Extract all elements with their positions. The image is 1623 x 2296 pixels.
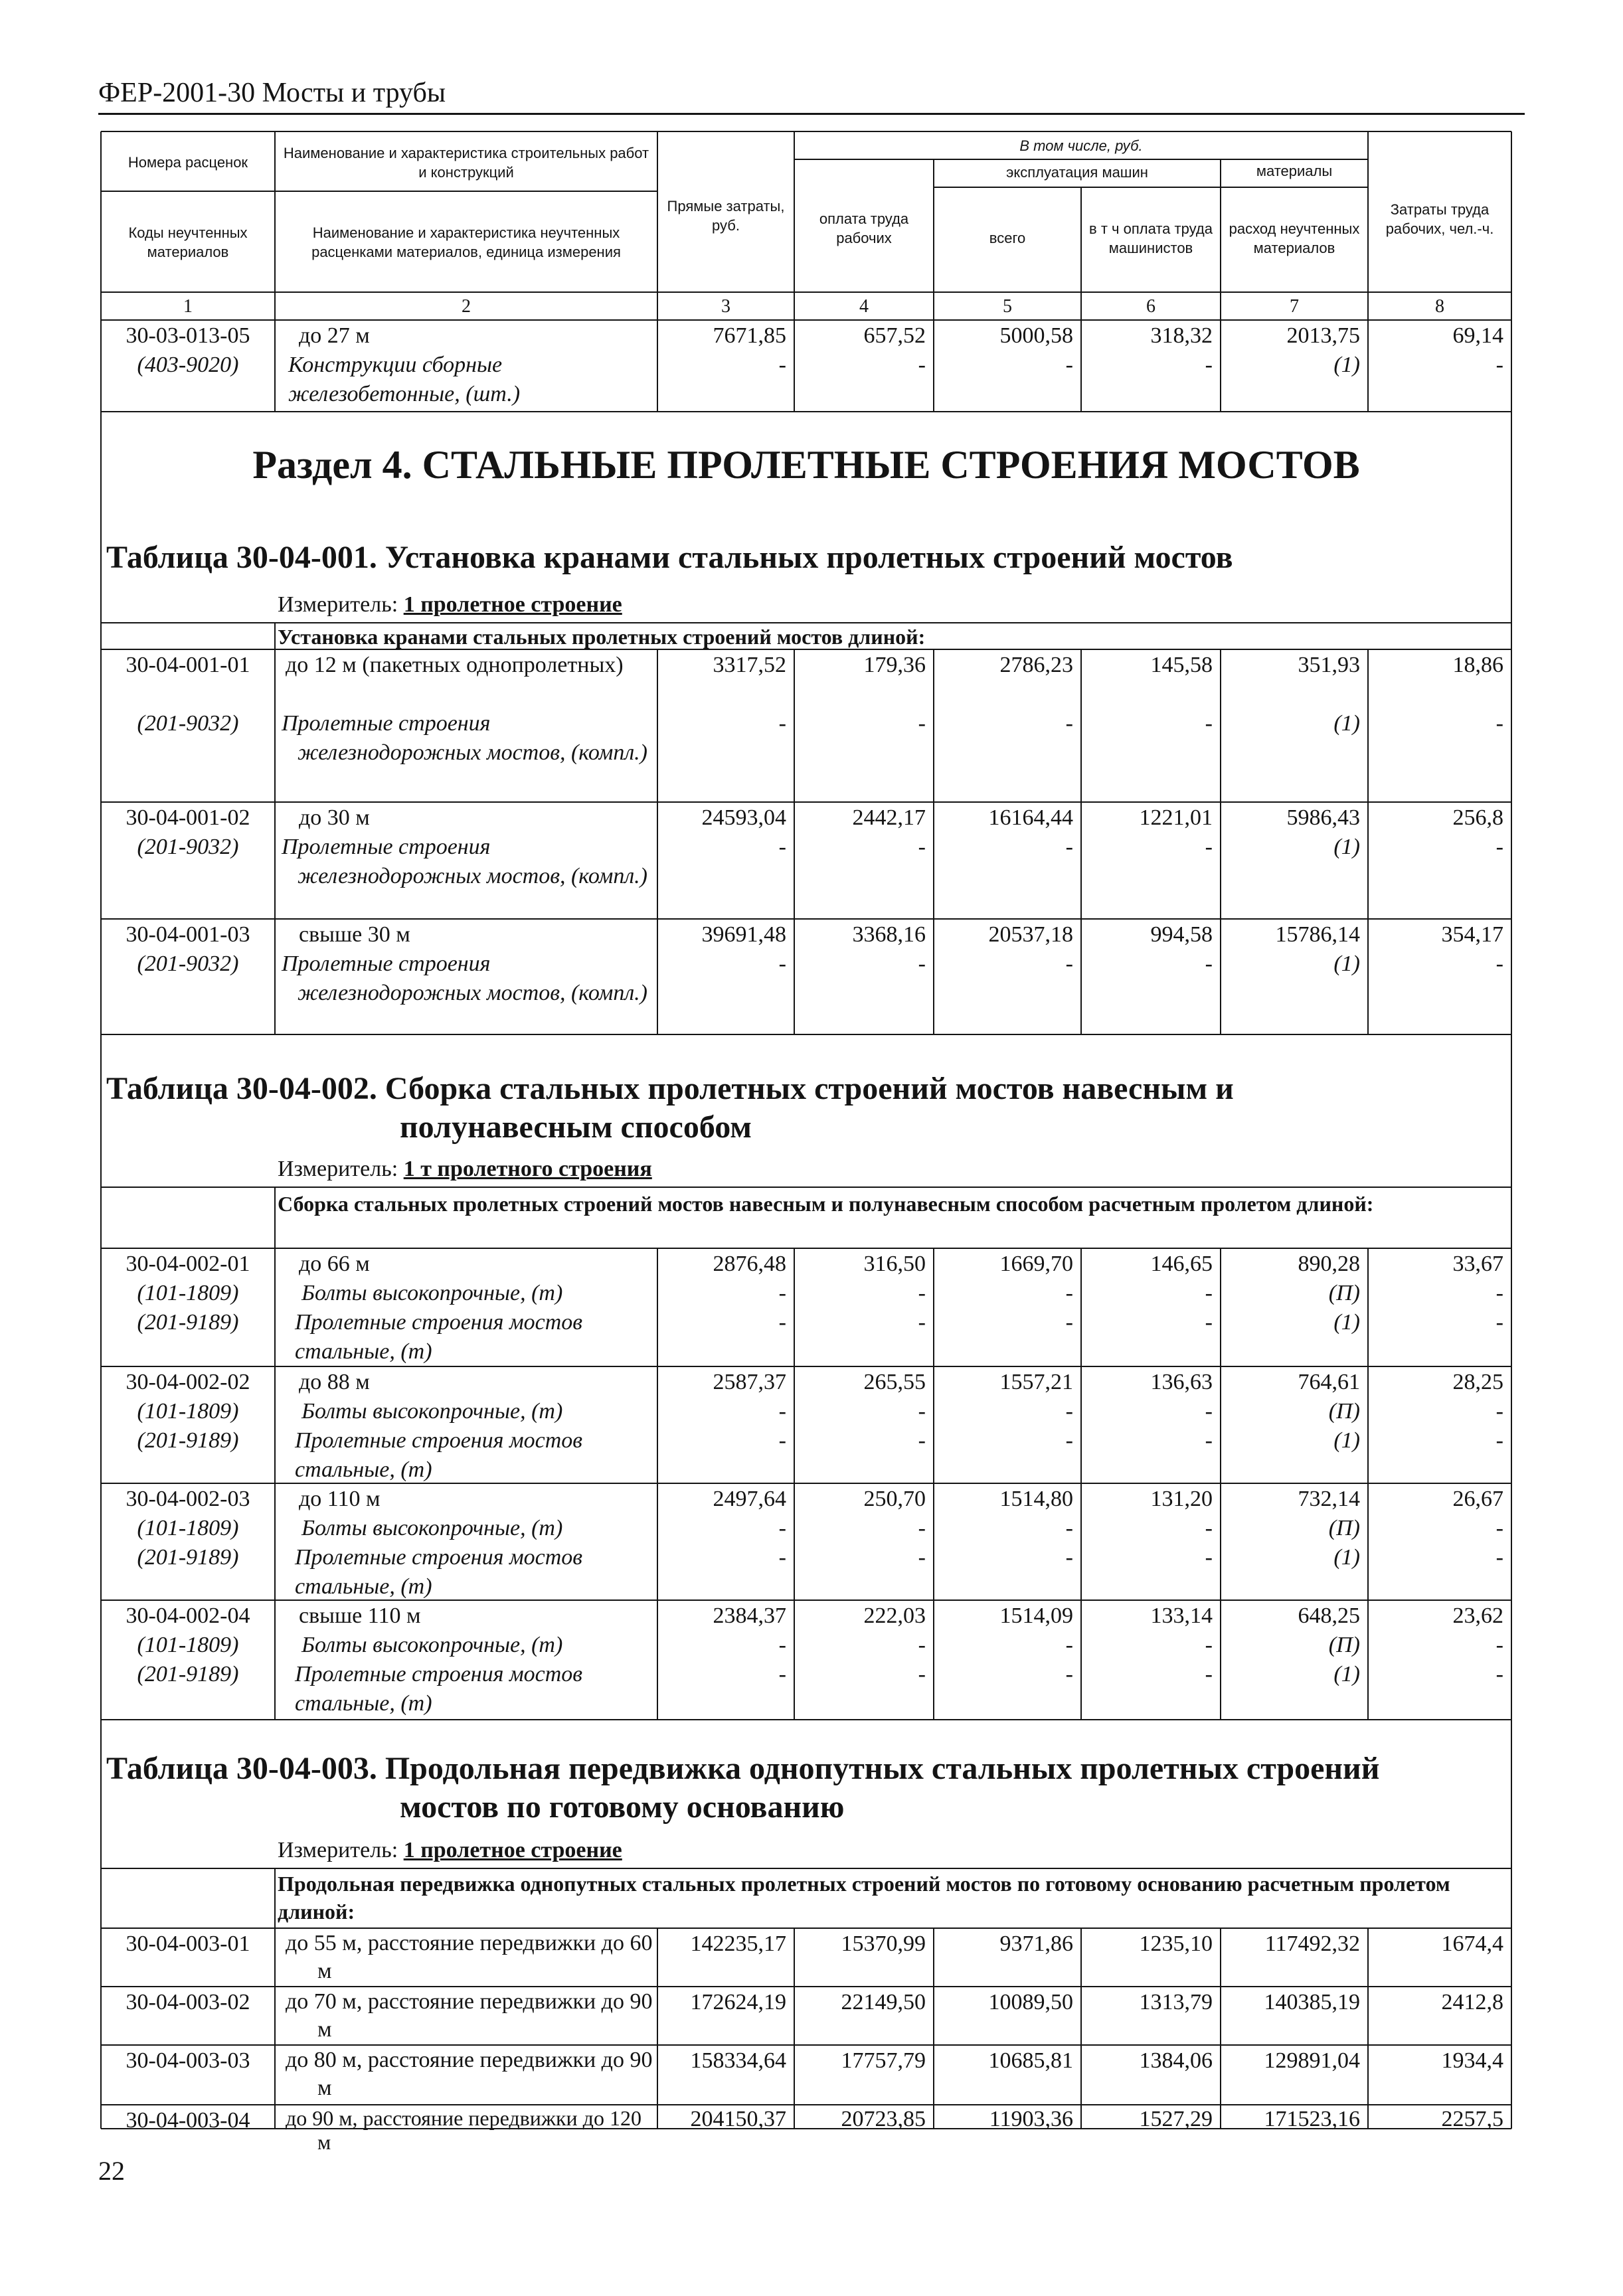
material-machine-labor: - (1205, 1545, 1213, 1570)
materials-value: 2013,75 (1286, 323, 1360, 348)
meter-value: 1 пролетное строение (403, 1838, 622, 1862)
material-labor-hours: - (1495, 835, 1503, 859)
meter (278, 1838, 622, 1863)
materials-value: 648,25 (1298, 1603, 1360, 1628)
material-machine-total: - (1065, 1662, 1073, 1686)
material-machine-labor: - (1205, 1662, 1213, 1686)
machine-labor-value: 146,65 (1150, 1252, 1213, 1276)
rate-code: 30-04-001-01 (126, 653, 250, 677)
machine-total-value: 1557,21 (999, 1370, 1073, 1394)
material-name: Болты высокопрочные, (т) (301, 1281, 563, 1305)
labor-pay-value: 179,36 (863, 653, 926, 677)
materials-value: 129891,04 (1264, 2048, 1360, 2073)
labor-pay-value: 20723,85 (841, 2107, 926, 2131)
material-machine-labor: - (1205, 1310, 1213, 1335)
col-number-4: 4 (859, 296, 869, 317)
col-work-name: Наименование и характеристика строительных работ и конструкций (283, 144, 649, 181)
materials-value: 15786,14 (1275, 922, 1360, 947)
material-code: (101-1809) (137, 1516, 239, 1540)
material-quantity: (П) (1328, 1633, 1360, 1657)
material-machine-total: - (1065, 711, 1073, 736)
rate-code: 30-04-003-03 (126, 2048, 250, 2073)
labor-hours-value: 26,67 (1452, 1487, 1503, 1511)
col-number-2: 2 (462, 296, 471, 317)
material-code: (101-1809) (137, 1281, 239, 1305)
labor-hours-value: 2257,5 (1441, 2107, 1503, 2131)
material-name: Болты высокопрочные, (т) (301, 1516, 563, 1540)
col-number-5: 5 (1003, 296, 1012, 317)
material-labor-pay: - (918, 1310, 926, 1335)
material-machine-total: - (1065, 835, 1073, 859)
meter (278, 1157, 652, 1182)
material-labor-hours: - (1495, 1399, 1503, 1424)
rate-code: 30-04-001-03 (126, 922, 250, 947)
meter (278, 592, 622, 617)
running-header: ФЕР-2001-30 Мосты и трубы (98, 78, 446, 108)
labor-pay-value: 3368,16 (852, 922, 926, 947)
material-name: Пролетные строения мостов стальные, (т) (295, 1662, 583, 1716)
material-code: (403-9020) (137, 353, 239, 377)
material-quantity: (1) (1333, 711, 1360, 736)
section-title: Раздел 4. СТАЛЬНЫЕ ПРОЛЕТНЫЕ СТРОЕНИЯ МОСТОВ (252, 443, 1360, 487)
rate-name: до 27 м (299, 323, 370, 348)
col-number-1: 1 (183, 296, 193, 317)
material-code: (201-9032) (137, 835, 239, 859)
material-machine-labor: - (1205, 1281, 1213, 1305)
materials-value: 171523,16 (1264, 2107, 1360, 2131)
labor-hours-value: 18,86 (1452, 653, 1503, 677)
labor-hours-value: 33,67 (1452, 1252, 1503, 1276)
material-name: Пролетные строения железнодорожных мостов, (компл.) (282, 835, 647, 888)
material-direct-costs: - (778, 1633, 786, 1657)
machine-total-value: 11903,36 (989, 2107, 1073, 2131)
machine-total-value: 10685,81 (988, 2048, 1073, 2073)
material-machine-total: - (1065, 1428, 1073, 1453)
material-machine-total: - (1065, 353, 1073, 377)
material-code: (201-9189) (137, 1662, 239, 1686)
material-code: (201-9032) (137, 951, 239, 976)
meter-label: Измеритель: (278, 592, 398, 617)
material-machine-total: - (1065, 1310, 1073, 1335)
material-name: Пролетные строения мостов стальные, (т) (295, 1428, 583, 1482)
rate-name: до 88 м (299, 1370, 370, 1394)
material-code: (201-9189) (137, 1310, 239, 1335)
material-quantity: (1) (1333, 353, 1360, 377)
labor-pay-value: 15370,99 (841, 1931, 926, 1956)
material-name: Болты высокопрочные, (т) (301, 1633, 563, 1657)
material-labor-hours: - (1495, 1545, 1503, 1570)
material-quantity: (1) (1333, 835, 1360, 859)
material-direct-costs: - (778, 951, 786, 976)
machine-labor-value: 318,32 (1150, 323, 1213, 348)
rate-code: 30-04-003-04 (126, 2108, 250, 2133)
col-direct-costs: Прямые затраты, руб. (667, 197, 785, 234)
col-rate-number: Номера расценок (128, 154, 248, 171)
material-direct-costs: - (778, 1516, 786, 1540)
direct-costs-value: 158334,64 (690, 2048, 786, 2073)
material-labor-hours: - (1495, 1428, 1503, 1453)
materials-value: 732,14 (1298, 1487, 1360, 1511)
col-material-name: Наименование и характеристика неучтенных расценками материалов, единица измерения (311, 224, 621, 260)
material-direct-costs: - (778, 711, 786, 736)
direct-costs-value: 39691,48 (701, 922, 786, 947)
rate-name: до 80 м, расстояние передвижки до 90 м (286, 2048, 653, 2100)
col-materials: материалы (1256, 163, 1333, 180)
labor-pay-value: 222,03 (863, 1603, 926, 1628)
col-number-3: 3 (721, 296, 730, 317)
rate-name: до 30 м (299, 805, 370, 830)
labor-pay-value: 265,55 (863, 1370, 926, 1394)
rate-code: 30-04-002-04 (126, 1603, 250, 1628)
machine-total-value: 1514,09 (999, 1603, 1073, 1628)
meter-value: 1 т пролетного строения (403, 1157, 652, 1181)
table-title-line1: Таблица 30-04-003. Продольная передвижка однопутных стальных пролетных строений (106, 1751, 1380, 1786)
material-labor-pay: - (918, 711, 926, 736)
col-material-codes: Коды неучтенных материалов (128, 224, 248, 260)
material-labor-pay: - (918, 1516, 926, 1540)
labor-pay-value: 22149,50 (841, 1990, 926, 2014)
group-head: Продольная передвижка однопутных стальных пролетных строений мостов по готовому основанию расчетным пролетом длиной: (278, 1872, 1450, 1924)
group-head: Сборка стальных пролетных строений мостов навесным и полунавесным способом расчетным пролетом длиной: (278, 1192, 1374, 1216)
material-machine-labor: - (1205, 1399, 1213, 1424)
rate-name: до 55 м, расстояние передвижки до 60 м (286, 1931, 653, 1983)
machine-labor-value: 1235,10 (1139, 1931, 1213, 1956)
direct-costs-value: 172624,19 (690, 1990, 786, 2014)
labor-hours-value: 1934,4 (1441, 2048, 1503, 2073)
material-machine-labor: - (1205, 1633, 1213, 1657)
direct-costs-value: 24593,04 (701, 805, 786, 830)
material-direct-costs: - (778, 353, 786, 377)
machine-total-value: 1514,80 (999, 1487, 1073, 1511)
table-title-line2: полунавесным способом (400, 1109, 752, 1145)
col-number-8: 8 (1435, 296, 1444, 317)
materials-value: 117492,32 (1264, 1931, 1360, 1956)
table-title-line2: мостов по готовому основанию (400, 1789, 845, 1825)
material-quantity: (1) (1333, 1310, 1360, 1335)
material-quantity: (П) (1328, 1281, 1360, 1305)
direct-costs-value: 3317,52 (713, 653, 786, 677)
material-name: Болты высокопрочные, (т) (301, 1399, 563, 1424)
machine-labor-value: 994,58 (1150, 922, 1213, 947)
labor-hours-value: 256,8 (1452, 805, 1503, 830)
labor-hours-value: 28,25 (1452, 1370, 1503, 1394)
material-labor-pay: - (918, 835, 926, 859)
material-code: (201-9189) (137, 1545, 239, 1570)
rate-code: 30-04-002-01 (126, 1252, 250, 1276)
material-quantity: (1) (1333, 1428, 1360, 1453)
material-machine-labor: - (1205, 835, 1213, 859)
material-labor-pay: - (918, 1545, 926, 1570)
machine-total-value: 2786,23 (999, 653, 1073, 677)
labor-pay-value: 17757,79 (841, 2048, 926, 2073)
material-direct-costs: - (778, 1545, 786, 1570)
col-materials-unaccounted: расход неучтенных материалов (1229, 220, 1360, 256)
material-direct-costs: - (778, 1281, 786, 1305)
material-machine-total: - (1065, 1516, 1073, 1540)
meter-value: 1 пролетное строение (403, 592, 622, 617)
material-direct-costs: - (778, 835, 786, 859)
rate-code: 30-04-003-01 (126, 1931, 250, 1956)
material-name: Пролетные строения железнодорожных мостов, (компл.) (282, 711, 647, 765)
material-labor-pay: - (918, 951, 926, 976)
material-labor-pay: - (918, 1428, 926, 1453)
rate-name: до 70 м, расстояние передвижки до 90 м (286, 1989, 653, 2042)
col-machine-labor: в т ч оплата труда машинистов (1089, 220, 1213, 256)
rate-name: до 66 м (299, 1252, 370, 1276)
material-labor-hours: - (1495, 1662, 1503, 1686)
col-machine-total: всего (989, 230, 1026, 247)
group-head: Установка кранами стальных пролетных строений мостов длиной: (278, 625, 926, 649)
machine-labor-value: 1384,06 (1139, 2048, 1213, 2073)
material-labor-hours: - (1495, 1281, 1503, 1305)
labor-hours-value: 23,62 (1452, 1603, 1503, 1628)
machine-total-value: 5000,58 (999, 323, 1073, 348)
col-machine-ops: эксплуатация машин (1006, 164, 1148, 181)
material-name: Пролетные строения мостов стальные, (т) (295, 1310, 583, 1364)
materials-value: 5986,43 (1286, 805, 1360, 830)
machine-total-value: 16164,44 (988, 805, 1073, 830)
col-labor-hours: Затраты труда рабочих, чел.-ч. (1385, 201, 1494, 237)
material-labor-hours: - (1495, 1310, 1503, 1335)
rate-code: 30-04-001-02 (126, 805, 250, 830)
rate-code: 30-03-013-05 (126, 323, 250, 348)
rate-code: 30-04-003-02 (126, 1990, 250, 2014)
machine-total-value: 1669,70 (999, 1252, 1073, 1276)
machine-labor-value: 1527,29 (1139, 2107, 1213, 2131)
labor-pay-value: 250,70 (863, 1487, 926, 1511)
table-title-line1: Таблица 30-04-002. Сборка стальных пролетных строений мостов навесным и (106, 1071, 1234, 1106)
material-machine-total: - (1065, 951, 1073, 976)
rate-name: свыше 30 м (299, 922, 410, 947)
col-number-6: 6 (1146, 296, 1155, 317)
machine-labor-value: 133,14 (1150, 1603, 1213, 1628)
rate-name: до 12 м (пакетных однопролетных) (286, 653, 624, 677)
material-direct-costs: - (778, 1428, 786, 1453)
materials-value: 351,93 (1298, 653, 1360, 677)
machine-total-value: 9371,86 (999, 1931, 1073, 1956)
material-name: Конструкции сборные железобетонные, (шт.) (288, 353, 521, 406)
material-machine-total: - (1065, 1281, 1073, 1305)
material-quantity: (1) (1333, 1662, 1360, 1686)
machine-labor-value: 131,20 (1150, 1487, 1213, 1511)
materials-value: 890,28 (1298, 1252, 1360, 1276)
table-title: Таблица 30-04-001. Установка кранами стальных пролетных строений мостов (106, 540, 1233, 575)
material-name: Пролетные строения мостов стальные, (т) (295, 1545, 583, 1599)
meter-label: Измеритель: (278, 1157, 398, 1181)
material-code: (201-9032) (137, 711, 239, 736)
labor-pay-value: 316,50 (863, 1252, 926, 1276)
material-labor-hours: - (1495, 1633, 1503, 1657)
page-number: 22 (98, 2156, 125, 2186)
material-code: (101-1809) (137, 1633, 239, 1657)
material-labor-pay: - (918, 1399, 926, 1424)
rate-name: свыше 110 м (299, 1603, 421, 1628)
material-labor-pay: - (918, 1633, 926, 1657)
direct-costs-value: 2384,37 (713, 1603, 786, 1628)
material-quantity: (П) (1328, 1399, 1360, 1424)
machine-labor-value: 136,63 (1150, 1370, 1213, 1394)
material-labor-hours: - (1495, 951, 1503, 976)
direct-costs-value: 2876,48 (713, 1252, 786, 1276)
rate-name: до 90 м, расстояние передвижки до 120 м (286, 2106, 641, 2154)
rate-name: до 110 м (299, 1487, 381, 1511)
labor-hours-value: 1674,4 (1441, 1931, 1503, 1956)
meter-label: Измеритель: (278, 1838, 398, 1862)
material-labor-pay: - (918, 1662, 926, 1686)
material-code: (201-9189) (137, 1428, 239, 1453)
material-machine-labor: - (1205, 1428, 1213, 1453)
rate-code: 30-04-002-02 (126, 1370, 250, 1394)
direct-costs-value: 142235,17 (690, 1931, 786, 1956)
direct-costs-value: 7671,85 (713, 323, 786, 348)
material-machine-total: - (1065, 1633, 1073, 1657)
col-number-7: 7 (1290, 296, 1299, 317)
material-labor-hours: - (1495, 1516, 1503, 1540)
materials-value: 140385,19 (1264, 1990, 1360, 2014)
material-machine-total: - (1065, 1545, 1073, 1570)
material-machine-labor: - (1205, 1516, 1213, 1540)
machine-total-value: 20537,18 (988, 922, 1073, 947)
materials-value: 764,61 (1298, 1370, 1360, 1394)
machine-labor-value: 145,58 (1150, 653, 1213, 677)
material-labor-pay: - (918, 1281, 926, 1305)
machine-total-value: 10089,50 (988, 1990, 1073, 2014)
material-direct-costs: - (778, 1662, 786, 1686)
machine-labor-value: 1313,79 (1139, 1990, 1213, 2014)
material-direct-costs: - (778, 1310, 786, 1335)
material-machine-labor: - (1205, 951, 1213, 976)
labor-hours-value: 354,17 (1441, 922, 1503, 947)
col-including: В том числе, руб. (1019, 137, 1143, 155)
material-machine-labor: - (1205, 711, 1213, 736)
machine-labor-value: 1221,01 (1139, 805, 1213, 830)
material-labor-pay: - (918, 353, 926, 377)
material-labor-hours: - (1495, 353, 1503, 377)
material-machine-labor: - (1205, 353, 1213, 377)
rate-code: 30-04-002-03 (126, 1487, 250, 1511)
direct-costs-value: 2587,37 (713, 1370, 786, 1394)
material-code: (101-1809) (137, 1399, 239, 1424)
labor-pay-value: 657,52 (863, 323, 926, 348)
material-quantity: (П) (1328, 1516, 1360, 1540)
material-name: Пролетные строения железнодорожных мостов, (компл.) (282, 951, 647, 1005)
material-quantity: (1) (1333, 1545, 1360, 1570)
direct-costs-value: 2497,64 (713, 1487, 786, 1511)
col-labor-pay: оплата труда рабочих (819, 210, 909, 246)
material-direct-costs: - (778, 1399, 786, 1424)
labor-hours-value: 69,14 (1452, 323, 1503, 348)
material-machine-total: - (1065, 1399, 1073, 1424)
labor-pay-value: 2442,17 (852, 805, 926, 830)
labor-hours-value: 2412,8 (1441, 1990, 1503, 2014)
material-labor-hours: - (1495, 711, 1503, 736)
direct-costs-value: 204150,37 (690, 2107, 786, 2131)
material-quantity: (1) (1333, 951, 1360, 976)
